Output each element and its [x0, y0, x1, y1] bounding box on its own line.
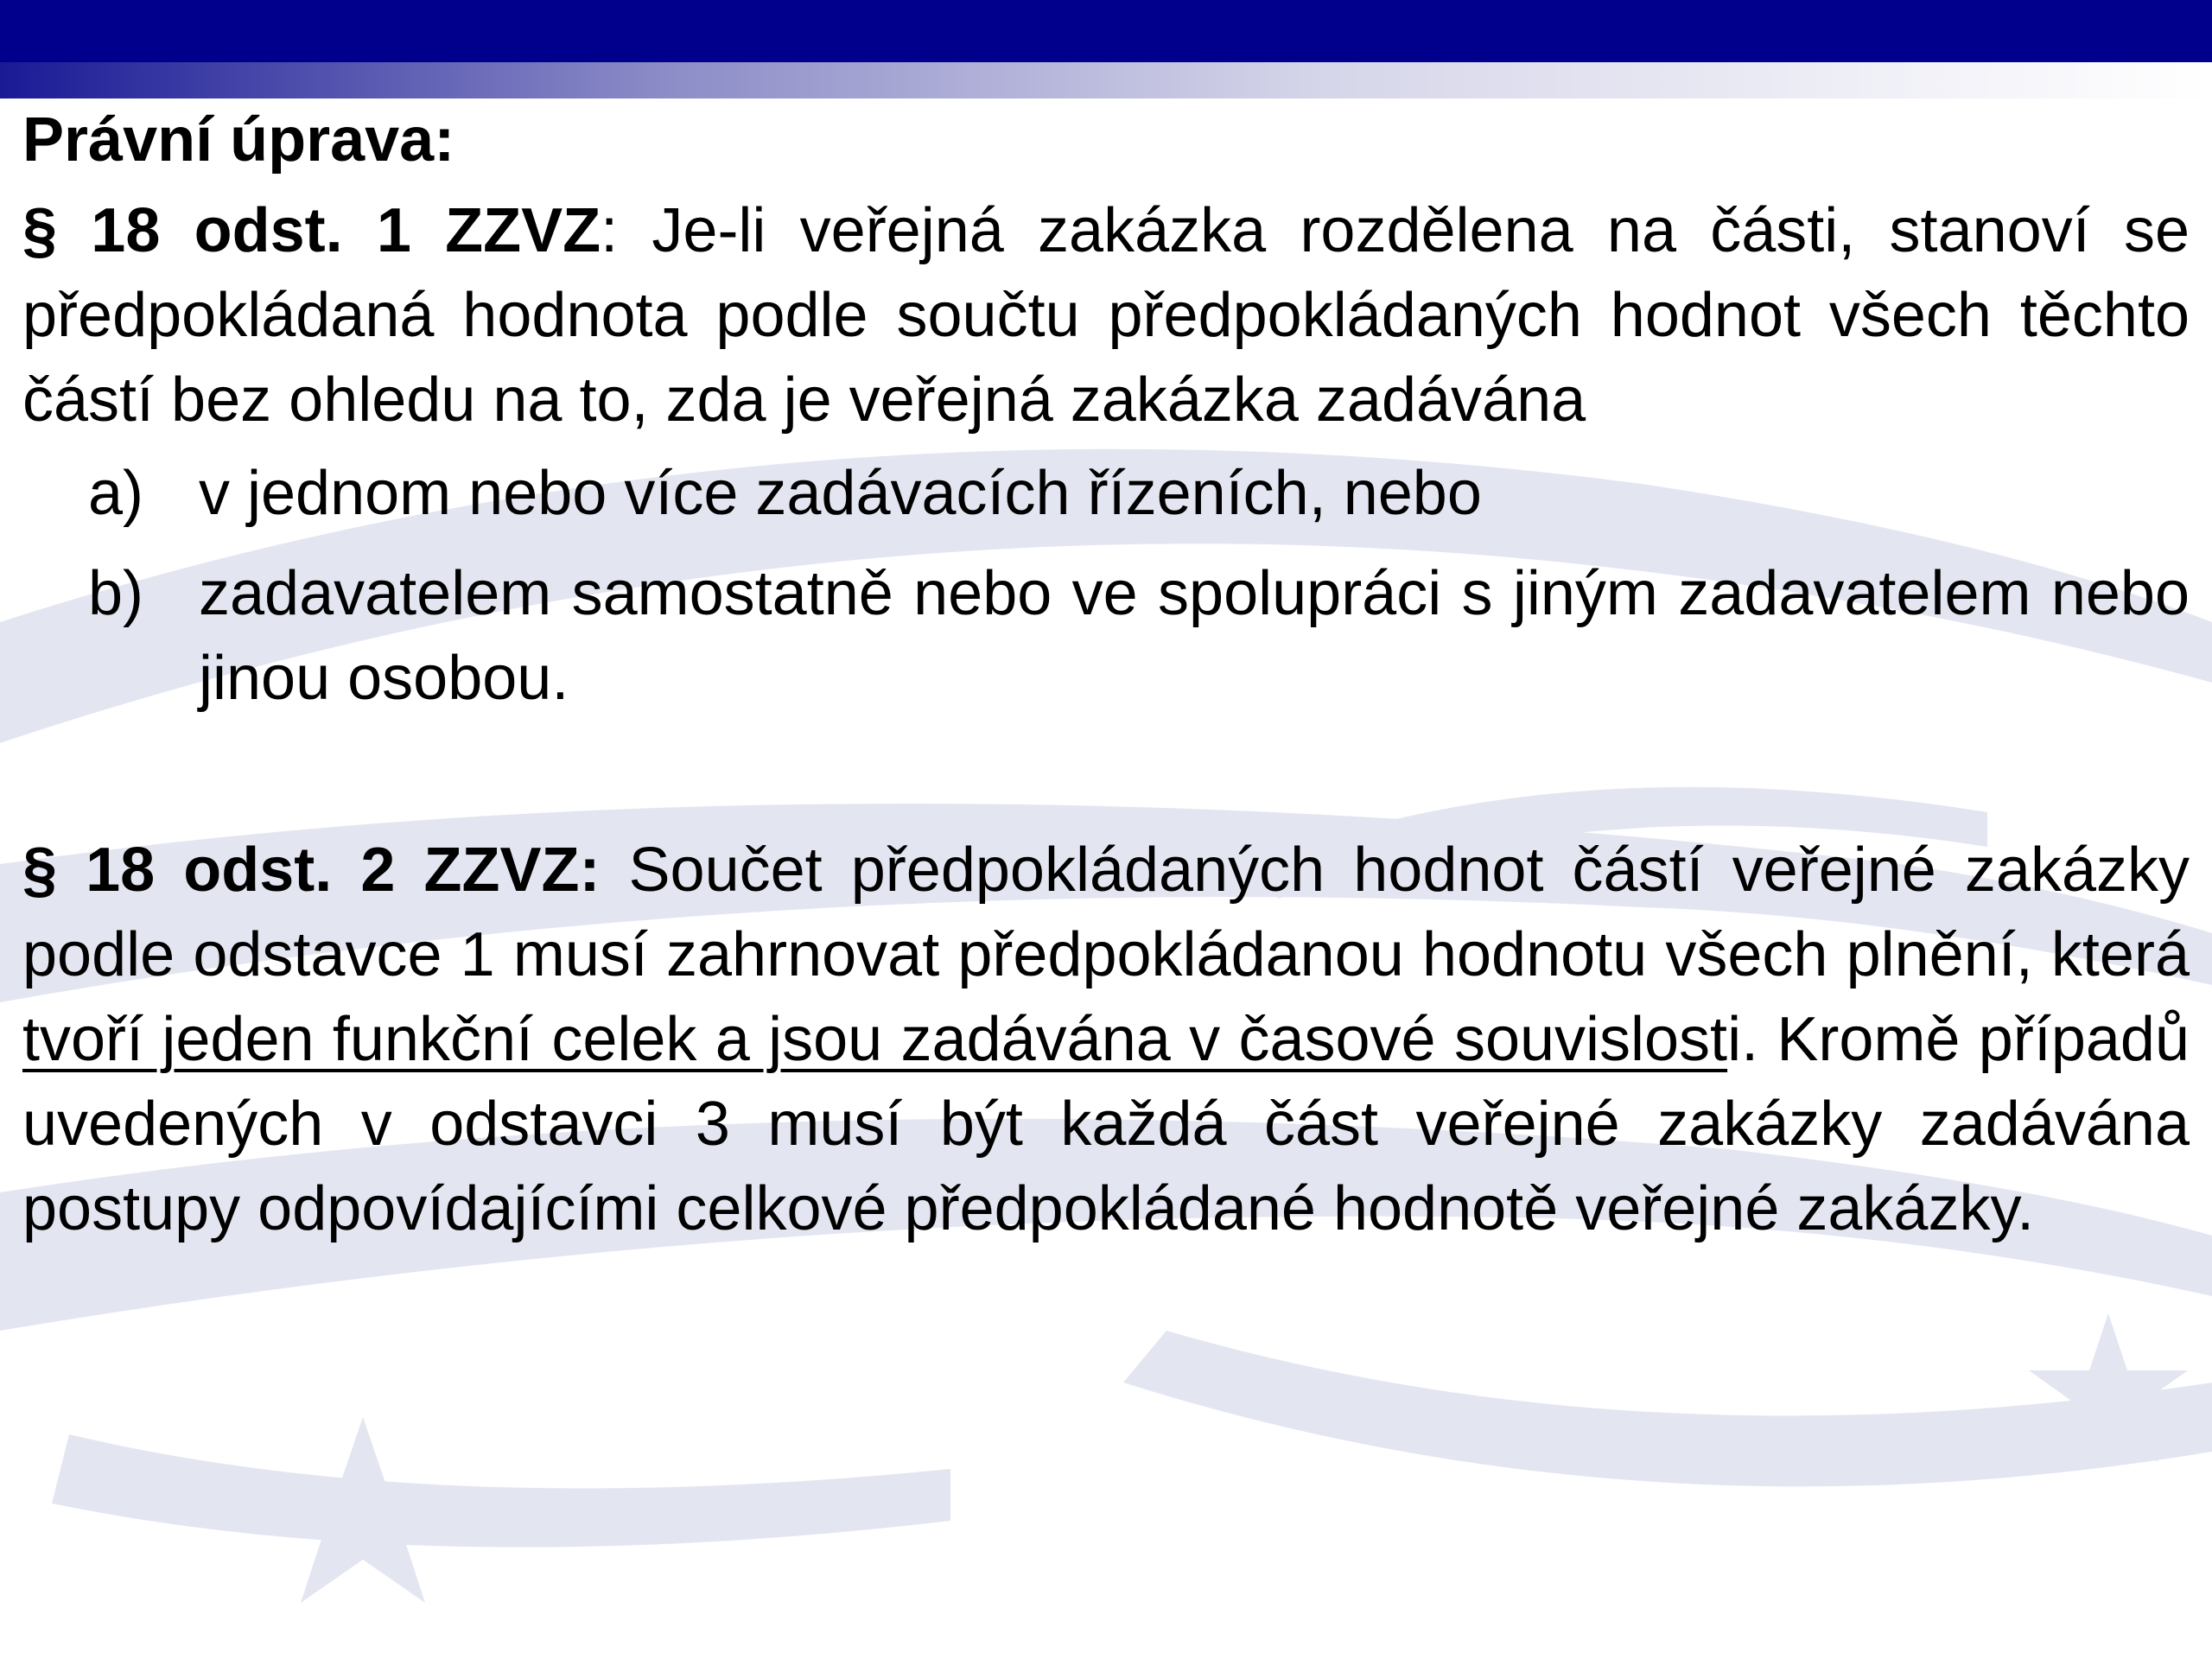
slide-heading: Právní úprava:: [22, 105, 455, 175]
list-item: [22, 551, 2190, 721]
list-item: [22, 451, 2190, 536]
section-2-paragraph: [22, 828, 2190, 1251]
section-1-list: [22, 451, 2190, 721]
section-2-text-before: Součet předpokládaných hodnot částí veřejné zakázky podle odstavce 1 musí zahrnovat předpokládanou hodnotu všech plnění, která: [22, 836, 2190, 989]
section-2-underlined-text: tvoří jeden funkční celek a jsou zadávána v časové souvislost: [22, 1005, 1728, 1074]
slide-content: [22, 99, 2190, 1251]
section-spacer: [22, 736, 2190, 821]
section-1-text: : Je-li veřejná zakázka rozdělena na části, stanoví se předpokládaná hodnota podle součtu předpokládaných hodnot všech těchto částí bez ohledu na to, zda je veřejná zakázka zadávána: [22, 196, 2190, 435]
list-item-marker: a): [88, 459, 144, 528]
section-2-text-after: i. Kromě případů uvedených v odstavci 3 musí být každá část veřejné zakázky zadávána postupy odpovídajícími celkové předpokládané hodnotě veřejné zakázky.: [22, 1005, 2190, 1243]
section-2-reference: § 18 odst. 2 ZZVZ:: [22, 836, 601, 905]
section-1-reference: § 18 odst. 1 ZZVZ: [22, 196, 601, 265]
list-item-text: zadavatelem samostatně nebo ve spolupráci s jiným zadavatelem nebo jinou osobou.: [199, 559, 2190, 713]
list-item-marker: b): [88, 559, 144, 628]
section-1-paragraph: [22, 188, 2190, 442]
list-item-text: v jednom nebo více zadávacích řízeních, nebo: [199, 459, 1482, 528]
